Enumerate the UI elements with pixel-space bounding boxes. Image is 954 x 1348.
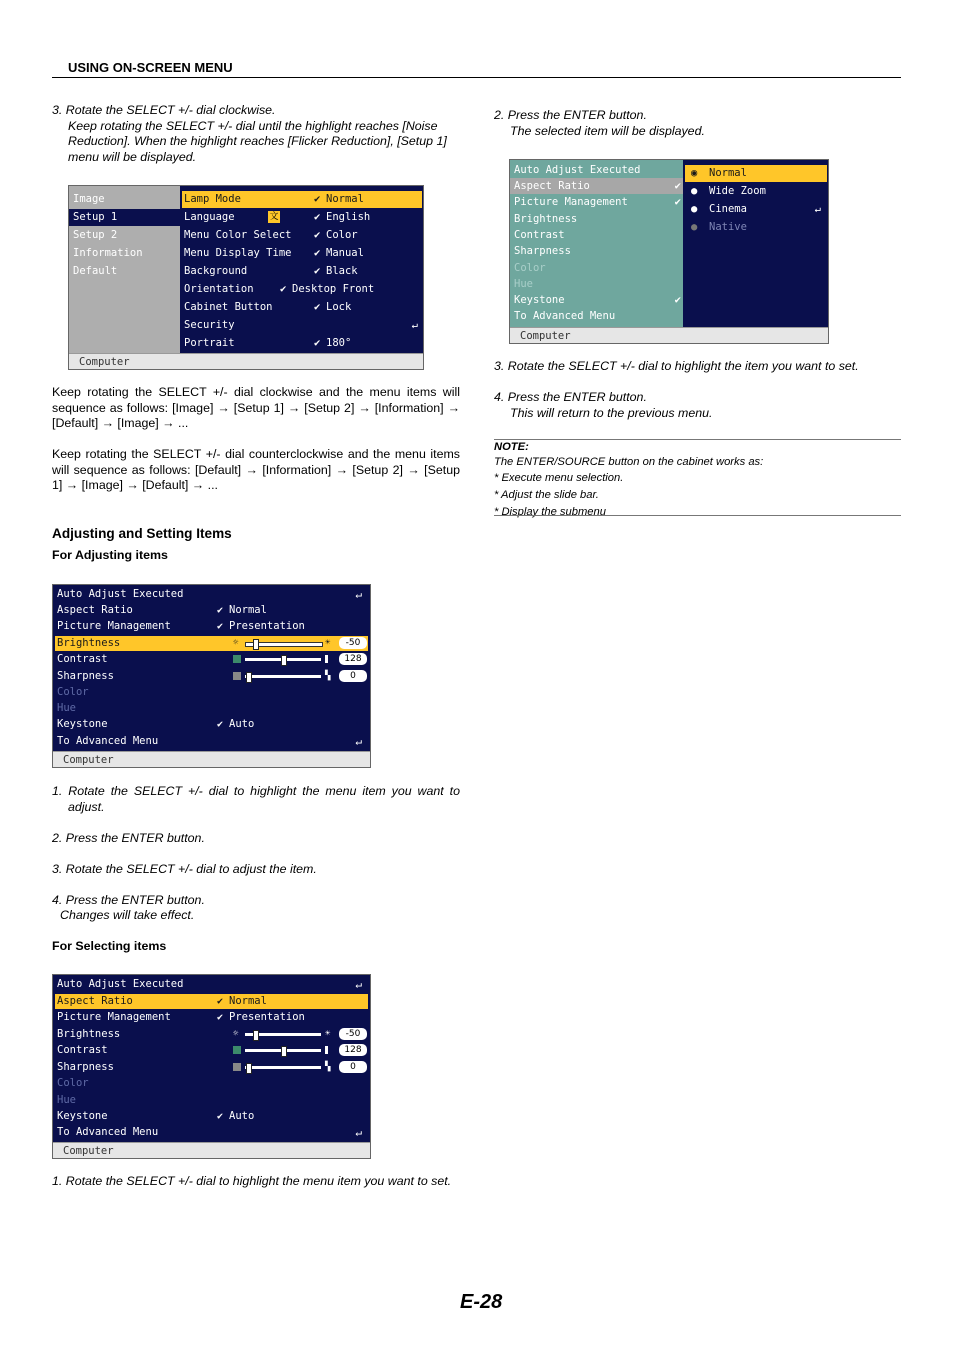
row-label: Auto Adjust Executed	[57, 978, 184, 990]
adj-step3: 3. Rotate the SELECT +/- dial to adjust the item.	[52, 861, 317, 876]
menu-row	[55, 1076, 368, 1091]
setup-row	[182, 335, 422, 352]
brightness-slider-knob	[253, 1030, 259, 1041]
radio-icon: ●	[691, 185, 698, 197]
row-value: Black	[326, 265, 358, 277]
row-label: Cabinet Button	[184, 301, 273, 313]
row-label: Aspect Ratio	[57, 604, 133, 616]
row-label: Sharpness	[57, 1061, 114, 1073]
row-label: Keystone	[57, 1110, 108, 1122]
enter-icon: ↵	[411, 319, 418, 331]
check-icon: ✔	[217, 719, 224, 730]
row-label: Hue	[57, 702, 76, 714]
submenu-left-row	[510, 292, 683, 308]
tab-setup1: Setup 1	[69, 209, 180, 226]
setup-row	[182, 263, 422, 280]
note-box	[494, 440, 901, 521]
note-item: * Adjust the slide bar.	[494, 489, 599, 501]
radio-disabled-icon: ●	[691, 221, 698, 233]
right-step4	[494, 390, 901, 421]
row-label: Language	[184, 211, 235, 223]
step3-line2: Keep rotating the SELECT +/- dial until the highlight reaches [Noise	[68, 118, 438, 133]
para1-line2: sequence as follows: [Image] → [Setup 1] → [Setup 2] → [Information] →	[52, 400, 460, 415]
select-menu-screenshot	[52, 974, 371, 1159]
header-rule	[52, 77, 901, 78]
brightness-low-icon: ☼	[233, 1029, 239, 1039]
contrast-high-icon	[325, 1046, 328, 1054]
row-value: Presentation	[229, 1011, 305, 1023]
check-icon: ✔	[217, 1012, 224, 1023]
row-label: Picture Management	[57, 1011, 171, 1023]
row-label: Background	[184, 265, 248, 277]
brightness-low-icon: ☼	[233, 638, 239, 648]
row-value: Normal	[326, 193, 364, 205]
contrast-slider-knob	[281, 655, 287, 666]
note-item: * Display the submenu	[494, 506, 606, 518]
select-step1: 1. Rotate the SELECT +/- dial to highlight the menu item you want to set.	[52, 1174, 452, 1188]
setup-row	[182, 299, 422, 316]
note-bottom-rule	[494, 515, 901, 516]
sharpness-slider-knob	[246, 672, 252, 683]
check-icon: ✔	[280, 283, 287, 295]
menu-footer: Computer	[510, 327, 828, 343]
menu-row	[55, 619, 368, 634]
sharpness-slider-knob	[246, 1063, 252, 1074]
radio-selected-icon: ◉	[691, 167, 698, 179]
sharpness-high-icon: ▚	[325, 1062, 331, 1072]
brightness-high-icon: ☀	[325, 1029, 331, 1039]
row-label: Auto Adjust Executed	[57, 588, 184, 600]
row-label: Orientation	[184, 283, 254, 295]
counterclockwise-paragraph	[52, 447, 460, 494]
contrast-low-icon	[233, 1046, 241, 1054]
option-wide-zoom	[685, 183, 827, 200]
menu-footer: Computer	[53, 1142, 370, 1158]
menu-row	[55, 685, 368, 700]
menu-row	[55, 587, 368, 602]
row-value: Presentation	[229, 620, 305, 632]
row-value: 180°	[326, 337, 352, 349]
submenu-left-row: Sharpness	[514, 245, 571, 257]
submenu-left-row: Contrast	[514, 229, 565, 241]
brightness-high-icon: ☀	[325, 638, 331, 648]
adj-step1-line1: 1. Rotate the SELECT +/- dial to highlight the menu item you want to	[52, 784, 460, 798]
row-label: Keystone	[57, 718, 108, 730]
submenu-left-row-selected	[510, 178, 683, 194]
menu-row	[55, 717, 368, 732]
contrast-low-icon	[233, 655, 241, 663]
row-label: To Advanced Menu	[57, 735, 159, 747]
submenu-left-row: Hue	[514, 278, 533, 290]
row-label: Hue	[57, 1094, 76, 1106]
row-label: Contrast	[57, 1044, 108, 1056]
row-label: Lamp Mode	[184, 193, 241, 205]
row-value: Lock	[326, 301, 352, 313]
menu-row	[55, 734, 368, 749]
check-icon: ✔	[314, 211, 321, 223]
menu-footer: Computer	[53, 751, 370, 767]
setup-row	[182, 227, 422, 244]
menu-row-brightness	[55, 1027, 368, 1042]
right-step4-line2: This will return to the previous menu.	[510, 405, 713, 420]
right-step2	[494, 108, 901, 139]
menu-row-sharpness	[55, 1060, 368, 1075]
note-intro: The ENTER/SOURCE button on the cabinet works as:	[494, 456, 764, 468]
para2-line1: Keep rotating the SELECT +/- dial counterclockwise and the menu items	[52, 447, 460, 461]
submenu-left-row: To Advanced Menu	[514, 310, 616, 322]
menu-footer: Computer	[69, 353, 423, 369]
tab-setup2: Setup 2	[73, 229, 118, 241]
contrast-high-icon	[325, 655, 328, 663]
row-label: Brightness	[57, 637, 121, 649]
row-value: Color	[326, 229, 358, 241]
submenu-left-row: Auto Adjust Executed	[514, 164, 641, 176]
row-value: Desktop Front	[292, 283, 375, 295]
check-icon: ✔	[674, 196, 681, 208]
row-label: Menu Display Time	[184, 247, 292, 259]
enter-icon: ↵	[355, 735, 362, 748]
row-label: Security	[184, 319, 235, 331]
contrast-value: 128	[339, 1044, 367, 1056]
setup-row	[182, 245, 422, 262]
adj-step4-line2: Changes will take effect.	[60, 908, 195, 922]
right-step2-line2: The selected item will be displayed.	[510, 123, 705, 138]
para1-line1: Keep rotating the SELECT +/- dial clockwise and the menu items will	[52, 385, 460, 399]
adjust-steps	[52, 784, 460, 924]
brightness-value: -50	[339, 637, 367, 649]
row-label: Picture Management	[57, 620, 171, 632]
contrast-slider-knob	[281, 1046, 287, 1057]
check-icon: ✔	[314, 301, 321, 313]
right-step3: 3. Rotate the SELECT +/- dial to highlight the item you want to set.	[494, 359, 859, 373]
row-label: Portrait	[184, 337, 235, 349]
row-label: Menu Color Select	[184, 229, 292, 241]
enter-icon: ↵	[355, 1126, 362, 1139]
row-label: Picture Management	[514, 196, 628, 208]
para1-line3: [Default] → [Image] → ...	[52, 416, 189, 430]
sharpness-slider	[245, 675, 321, 678]
row-value: Manual	[326, 247, 364, 259]
tab-default: Default	[73, 265, 118, 277]
menu-row	[55, 603, 368, 618]
sharpness-low-icon	[233, 672, 241, 680]
row-value: Normal	[229, 995, 267, 1007]
for-selecting-heading: For Selecting items	[52, 939, 167, 953]
clockwise-paragraph	[52, 385, 460, 432]
setup-row	[182, 317, 422, 334]
option-native	[685, 219, 827, 236]
brightness-value: -50	[339, 1028, 367, 1040]
menu-row-aspect-ratio	[55, 994, 368, 1009]
sharpness-high-icon: ▚	[325, 671, 331, 681]
check-icon: ✔	[674, 180, 681, 192]
enter-icon: ↵	[355, 588, 362, 601]
enter-icon: ↵	[355, 978, 362, 991]
submenu-left-row: Brightness	[514, 213, 578, 225]
option-label: Wide Zoom	[709, 185, 766, 197]
sharpness-slider	[245, 1066, 321, 1069]
adjusting-heading: Adjusting and Setting Items	[52, 526, 232, 541]
sharpness-low-icon	[233, 1063, 241, 1071]
menu-row	[55, 1125, 368, 1140]
adj-step2: 2. Press the ENTER button.	[52, 830, 205, 845]
menu-row	[55, 1109, 368, 1124]
row-label: To Advanced Menu	[57, 1126, 159, 1138]
section-title: USING ON-SCREEN MENU	[68, 60, 233, 75]
check-icon: ✔	[217, 621, 224, 632]
check-icon: ✔	[217, 996, 224, 1007]
row-value: English	[326, 211, 371, 223]
row-label: Color	[57, 686, 89, 698]
row-label: Aspect Ratio	[514, 180, 590, 192]
check-icon: ✔	[674, 294, 681, 306]
tab-information: Information	[73, 247, 143, 259]
row-label: Aspect Ratio	[57, 995, 133, 1007]
check-icon: ✔	[217, 1111, 224, 1122]
check-icon: ✔	[314, 193, 321, 205]
option-cinema	[685, 201, 827, 218]
row-label: Keystone	[514, 294, 565, 306]
menu-row	[55, 1093, 368, 1108]
row-value: Normal	[229, 604, 267, 616]
adjust-menu-screenshot	[52, 584, 371, 768]
option-label: Cinema	[709, 203, 747, 215]
page-number: E-28	[460, 1291, 503, 1313]
setup-row	[182, 281, 422, 298]
note-item: * Execute menu selection.	[494, 472, 624, 484]
enter-icon: ↵	[814, 203, 821, 215]
language-icon: 文	[269, 212, 279, 222]
tab-image: Image	[73, 193, 105, 205]
step3-line1: 3. Rotate the SELECT +/- dial clockwise.	[52, 103, 276, 117]
option-normal	[685, 165, 827, 182]
setup-menu-screenshot	[68, 185, 424, 370]
setup-row	[182, 191, 422, 208]
row-value: Auto	[229, 1110, 255, 1122]
check-icon: ✔	[314, 337, 321, 349]
row-label: Color	[57, 1077, 89, 1089]
setup-row	[182, 209, 422, 226]
right-step4-line1: 4. Press the ENTER button.	[494, 390, 647, 404]
para2-line3: 1] → [Image] → [Default] → ...	[52, 478, 218, 492]
option-label: Native	[709, 221, 747, 233]
row-label: Sharpness	[57, 670, 114, 682]
sharpness-value: 0	[339, 1061, 367, 1073]
menu-row	[55, 977, 368, 992]
note-title: NOTE:	[494, 441, 529, 453]
option-label: Normal	[709, 167, 747, 179]
aspect-submenu-screenshot	[509, 159, 829, 344]
menu-row	[55, 701, 368, 716]
menu-row-sharpness	[55, 669, 368, 684]
submenu-left-panel	[510, 160, 683, 329]
check-icon: ✔	[314, 247, 321, 259]
right-step2-line1: 2. Press the ENTER button.	[494, 108, 647, 122]
para2-line2: will sequence as follows: [Default] → [Information] → [Setup 2] → [Setup	[52, 462, 460, 477]
submenu-left-row: Color	[514, 262, 546, 274]
row-value: Auto	[229, 718, 255, 730]
check-icon: ✔	[314, 265, 321, 277]
step3-text	[52, 103, 462, 165]
step3-line4: menu will be displayed.	[68, 149, 197, 164]
check-icon: ✔	[314, 229, 321, 241]
brightness-slider-knob	[253, 639, 259, 650]
menu-row-brightness	[55, 636, 368, 651]
adj-step4-line1: 4. Press the ENTER button.	[52, 892, 205, 907]
menu-row-contrast	[55, 1043, 368, 1058]
radio-icon: ●	[691, 203, 698, 215]
submenu-left-row	[510, 194, 683, 210]
menu-row	[55, 1010, 368, 1025]
menu-row-contrast	[55, 652, 368, 667]
step3-line3: Reduction]. When the highlight reaches [Flicker Reduction], [Setup 1]	[68, 134, 447, 148]
check-icon: ✔	[217, 605, 224, 616]
for-adjusting-heading: For Adjusting items	[52, 548, 168, 562]
setup-tab-panel	[69, 186, 180, 355]
row-label: Brightness	[57, 1028, 121, 1040]
row-label: Contrast	[57, 653, 108, 665]
adj-step1-line2: adjust.	[68, 799, 105, 814]
sharpness-value: 0	[339, 670, 367, 682]
contrast-value: 128	[339, 653, 367, 665]
